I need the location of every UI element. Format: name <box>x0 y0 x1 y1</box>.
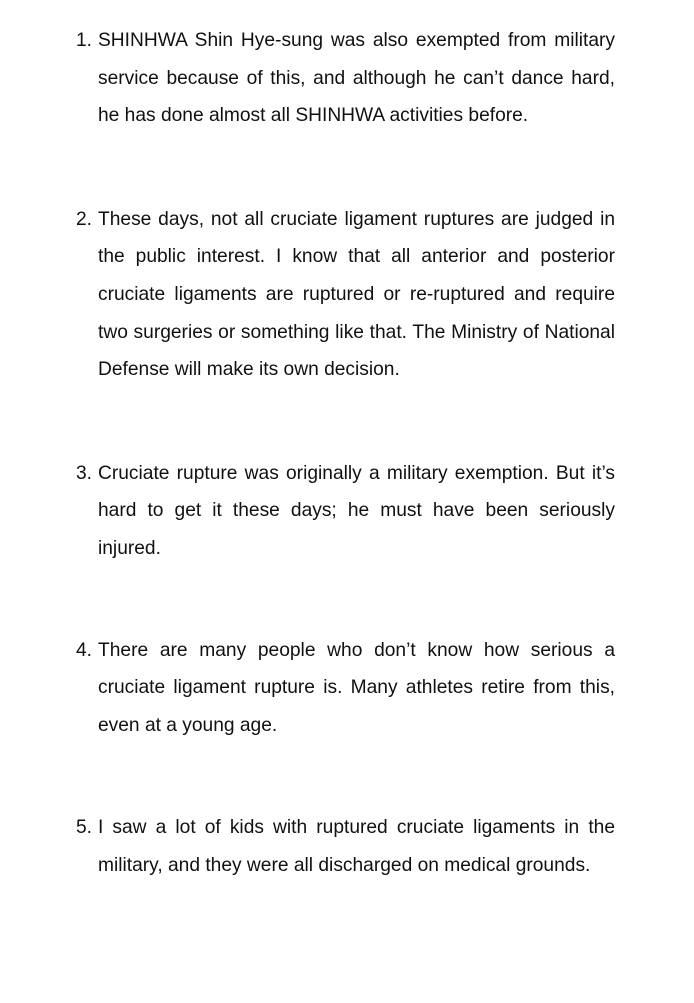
item-text: I saw a lot of kids with ruptured cruciate ligaments in the military, and they were all discharged on medical grounds. <box>98 817 615 876</box>
item-text: These days, not all cruciate ligament ruptures are judged in the public interest. I know that all anterior and posterior cruciate ligaments are ruptured or re-ruptured and require two surgeries or something like that. The Ministry of National Defense will make its own decision. <box>98 208 615 381</box>
list-item <box>76 201 615 389</box>
item-text: SHINHWA Shin Hye-sung was also exempted from military service because of this, and although he can’t dance hard, he has done almost all SHINHWA activities before. <box>98 30 615 127</box>
item-number: 4. <box>76 639 93 661</box>
list-item <box>76 455 615 568</box>
list-item <box>76 22 615 135</box>
list-item <box>76 809 615 884</box>
item-number: 2. <box>76 208 93 230</box>
list-item <box>76 632 615 745</box>
item-text: Cruciate rupture was originally a military exemption. But it’s hard to get it these days; he must have been seriously injured. <box>98 462 615 559</box>
item-number: 3. <box>76 462 93 484</box>
item-text: There are many people who don’t know how serious a cruciate ligament rupture is. Many athletes retire from this, even at a young age. <box>98 639 615 736</box>
item-number: 5. <box>76 817 93 839</box>
item-number: 1. <box>76 30 93 51</box>
comment-list <box>76 22 615 951</box>
